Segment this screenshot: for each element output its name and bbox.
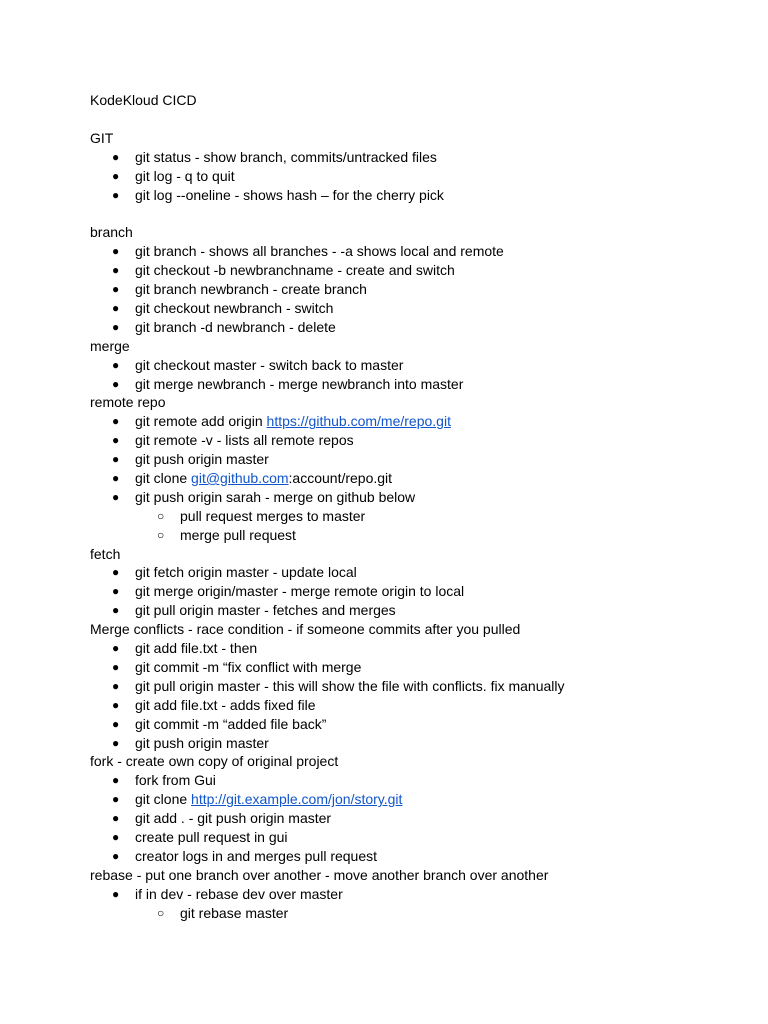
- bullet-disc-icon: ●: [112, 659, 120, 674]
- hyperlink[interactable]: git@github.com: [191, 470, 289, 487]
- line-text: git clone: [135, 470, 192, 487]
- line-text: git add file.txt - adds fixed file: [135, 696, 316, 713]
- bullet-circle-icon: ○: [157, 905, 165, 920]
- list-item: [90, 790, 730, 809]
- line-text: git push origin master: [135, 451, 269, 468]
- line-text: git fetch origin master - update local: [135, 564, 357, 581]
- line-text: git clone: [135, 791, 192, 808]
- section-heading: [90, 752, 730, 771]
- section-heading: [90, 393, 730, 412]
- bullet-disc-icon: ●: [112, 282, 120, 297]
- list-item: [90, 639, 730, 658]
- list-item: [90, 563, 730, 582]
- bullet-disc-icon: ●: [112, 641, 120, 656]
- bullet-disc-icon: ●: [112, 697, 120, 712]
- line-text: git log --oneline - shows hash – for the cherry pick: [135, 186, 444, 203]
- line-text: git pull origin master - this will show the file with conflicts. fix manually: [135, 677, 565, 694]
- line-text: git remote add origin: [135, 413, 267, 430]
- line-text: git pull origin master - fetches and merges: [135, 602, 396, 619]
- line-text: Merge conflicts - race condition - if someone commits after you pulled: [90, 621, 521, 638]
- line-text: fork - create own copy of original project: [90, 753, 339, 770]
- line-text: pull request merges to master: [180, 507, 366, 524]
- blank-line: [90, 204, 730, 223]
- list-item: [90, 242, 730, 261]
- line-text: git checkout newbranch - switch: [135, 300, 334, 317]
- section-heading: [90, 866, 730, 885]
- bullet-disc-icon: ●: [112, 603, 120, 618]
- bullet-disc-icon: ●: [112, 357, 120, 372]
- bullet-disc-icon: ●: [112, 187, 120, 202]
- section-heading: [90, 129, 730, 148]
- line-text: git push origin sarah - merge on github below: [135, 488, 416, 505]
- list-item: [90, 847, 730, 866]
- section-heading: [90, 223, 730, 242]
- line-text: fork from Gui: [135, 772, 216, 789]
- line-text: KodeKloud CICD: [90, 92, 197, 108]
- bullet-disc-icon: ●: [112, 471, 120, 486]
- list-item: [90, 885, 730, 904]
- bullet-disc-icon: ●: [112, 886, 120, 901]
- line-text: git commit -m “fix conflict with merge: [135, 658, 362, 675]
- line-text: git checkout master - switch back to master: [135, 356, 404, 373]
- line-text: git merge origin/master - merge remote origin to local: [135, 583, 465, 600]
- document-body: [90, 91, 730, 922]
- line-text: git remote -v - lists all remote repos: [135, 432, 354, 449]
- line-text: git merge newbranch - merge newbranch into master: [135, 375, 464, 392]
- bullet-disc-icon: ●: [112, 565, 120, 580]
- section-heading: [90, 337, 730, 356]
- bullet-disc-icon: ●: [112, 301, 120, 316]
- line-text: merge pull request: [180, 526, 296, 543]
- bullet-disc-icon: ●: [112, 452, 120, 467]
- line-text: git add . - git push origin master: [135, 810, 332, 827]
- list-item: [90, 771, 730, 790]
- line-text: create pull request in gui: [135, 828, 288, 845]
- bullet-disc-icon: ●: [112, 829, 120, 844]
- bullet-disc-icon: ●: [112, 489, 120, 504]
- line-text: creator logs in and merges pull request: [135, 847, 378, 864]
- sub-list-item: [90, 904, 730, 923]
- line-text: git add file.txt - then: [135, 640, 258, 657]
- list-item: [90, 601, 730, 620]
- list-item: [90, 318, 730, 337]
- line-text: remote repo: [90, 394, 166, 411]
- list-item: [90, 677, 730, 696]
- list-item: [90, 828, 730, 847]
- blank-line: [90, 110, 730, 129]
- list-item: [90, 696, 730, 715]
- line-text: git commit -m “added file back”: [135, 715, 327, 732]
- bullet-disc-icon: ●: [112, 319, 120, 334]
- line-text: branch: [90, 224, 133, 241]
- line-text: git branch - shows all branches - -a shows local and remote: [135, 243, 504, 260]
- bullet-disc-icon: ●: [112, 811, 120, 826]
- line-text: rebase - put one branch over another - move another branch over another: [90, 866, 549, 883]
- list-item: [90, 488, 730, 507]
- line-text: if in dev - rebase dev over master: [135, 885, 343, 902]
- list-item: [90, 299, 730, 318]
- list-item: [90, 734, 730, 753]
- line-text: git branch newbranch - create branch: [135, 281, 367, 298]
- bullet-disc-icon: ●: [112, 168, 120, 183]
- list-item: [90, 469, 730, 488]
- list-item: [90, 582, 730, 601]
- list-item: [90, 809, 730, 828]
- bullet-disc-icon: ●: [112, 716, 120, 731]
- line-text: git checkout -b newbranchname - create and switch: [135, 262, 455, 279]
- line-text: git log - q to quit: [135, 167, 235, 184]
- bullet-disc-icon: ●: [112, 792, 120, 807]
- bullet-disc-icon: ●: [112, 848, 120, 863]
- list-item: [90, 356, 730, 375]
- bullet-disc-icon: ●: [112, 773, 120, 788]
- bullet-disc-icon: ●: [112, 433, 120, 448]
- line-text: git branch -d newbranch - delete: [135, 318, 336, 335]
- list-item: [90, 167, 730, 186]
- bullet-disc-icon: ●: [112, 678, 120, 693]
- bullet-disc-icon: ●: [112, 244, 120, 259]
- bullet-disc-icon: ●: [112, 376, 120, 391]
- bullet-circle-icon: ○: [157, 508, 165, 523]
- line-text: GIT: [90, 129, 114, 146]
- line-text: git push origin master: [135, 734, 269, 751]
- bullet-disc-icon: ●: [112, 414, 120, 429]
- list-item: [90, 280, 730, 299]
- list-item: [90, 715, 730, 734]
- list-item: [90, 658, 730, 677]
- bullet-disc-icon: ●: [112, 149, 120, 164]
- list-item: [90, 431, 730, 450]
- line-text: fetch: [90, 545, 121, 562]
- list-item: [90, 148, 730, 167]
- list-item: [90, 375, 730, 394]
- section-heading: [90, 91, 730, 110]
- line-text: git rebase master: [180, 904, 289, 921]
- list-item: [90, 186, 730, 205]
- list-item: [90, 261, 730, 280]
- hyperlink[interactable]: http://git.example.com/jon/story.git: [191, 791, 403, 808]
- line-text: git status - show branch, commits/untracked files: [135, 148, 437, 165]
- bullet-disc-icon: ●: [112, 735, 120, 750]
- bullet-disc-icon: ●: [112, 263, 120, 278]
- sub-list-item: [90, 526, 730, 545]
- sub-list-item: [90, 507, 730, 526]
- line-text: merge: [90, 337, 130, 354]
- list-item: [90, 450, 730, 469]
- line-text-suffix: :account/repo.git: [288, 470, 393, 487]
- hyperlink[interactable]: https://github.com/me/repo.git: [266, 413, 451, 430]
- bullet-disc-icon: ●: [112, 584, 120, 599]
- section-heading: [90, 620, 730, 639]
- list-item: [90, 412, 730, 431]
- section-heading: [90, 545, 730, 564]
- bullet-circle-icon: ○: [157, 527, 165, 542]
